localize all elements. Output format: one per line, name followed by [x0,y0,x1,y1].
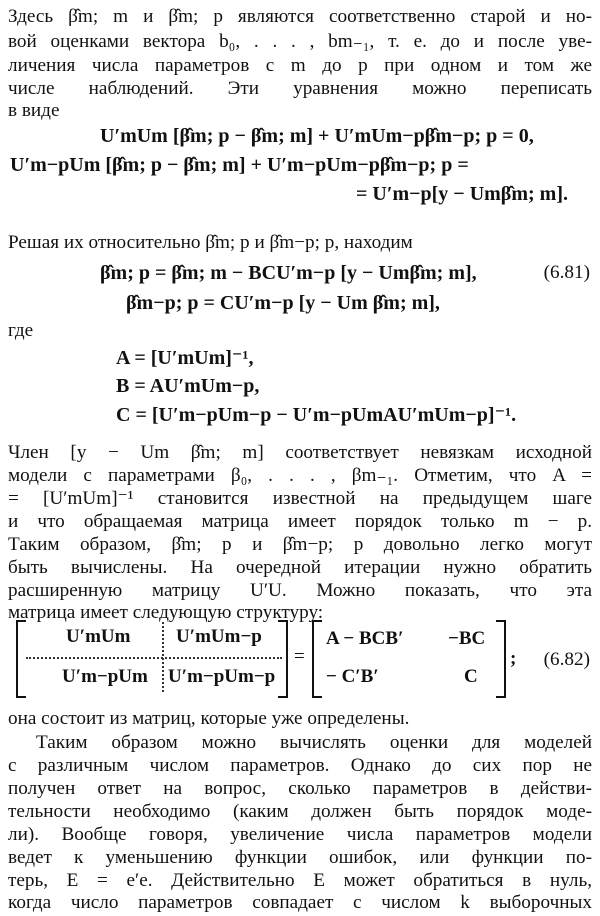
text-line: где [8,320,34,341]
equation-number: (6.82) [543,649,590,670]
text-line: модели с параметрами β₀, . . . , βm₋₁. Отметим, что A = [8,465,592,486]
equals-sign: = [294,646,305,667]
matrix-cell: U′mUm−p [176,626,262,647]
text-line: терь, E = e′e. Действительно E может обратиться в нуль, [8,870,592,891]
matrix-cell: U′mUm [66,626,131,647]
matrix-cell: U′m−pUm [62,666,148,687]
text-line: получен ответ на вопрос, сколько параметров в действи- [8,778,592,799]
definition-line: C = [U′m−pUm−p − U′m−pUmAU′mUm−p]⁻¹. [116,404,517,426]
text-line: матрица имеет следующую структуру: [8,602,324,623]
text-line: личения числа параметров с m до p при одном и том же [8,55,592,76]
text-line: когда число параметров совпадает с числом k выборочных [8,892,592,913]
matrix-cell: A − BCB′ [326,628,404,649]
text-line: Решая их относительно β̂m; p и β̂m−p; p, находим [8,232,413,253]
equation-line: β̂m; p = β̂m; m − BCU′m−p [y − Umβ̂m; m], [100,262,477,284]
block-matrix-equation [16,620,516,698]
matrix-cell: C [464,666,478,687]
text-line: и что обращаемая матрица имеет порядок только m − p. [8,511,592,532]
matrix-divider-vertical [162,622,164,692]
definition-line: A = [U′mUm]⁻¹, [116,347,254,369]
left-bracket [312,620,322,698]
equation-line: = U′m−p[y − Umβ̂m; m]. [356,183,568,205]
text-line: с различным числом параметров. Однако до сих пор не [8,755,592,776]
text-line: вой оценками вектора b₀, . . . , bm₋₁, т. е. до и после уве- [8,31,592,52]
equation-line: U′mUm [β̂m; p − β̂m; m] + U′mUm−pβ̂m−p; p = 0, [100,125,534,147]
text-line: Таким образом можно вычислять оценки для моделей [36,732,592,753]
text-line: = [U′mUm]⁻¹ становится известной на предыдущем шаге [8,488,592,509]
matrix-cell: − C′B′ [326,666,379,687]
text-line: в виде [8,100,60,121]
text-line: числе наблюдений. Эти уравнения можно переписать [8,78,592,99]
matrix-cell: −BC [448,628,486,649]
text-line: быть вычислены. На очередной итерации нужно обратить [8,557,592,578]
left-bracket [16,620,26,698]
semicolon: ; [510,648,517,669]
matrix-divider-horizontal [26,657,282,659]
right-bracket [278,620,288,698]
equation-line: U′m−pUm [β̂m; p − β̂m; m] + U′m−pUm−pβ̂m−p; p = [10,154,469,176]
text-line: ли). Вообще говоря, увеличение числа параметров модели [8,824,592,845]
text-line: тельности необходимо (каким должен быть порядок моде- [8,801,592,822]
text-line: Член [y − Um β̂m; m] соответствует невязкам исходной [8,442,592,463]
definition-line: B = AU′mUm−p, [116,375,260,397]
matrix-cell: U′m−pUm−p [168,666,276,687]
text-line: Таким образом, β̂m; p и β̂m−p; p довольно легко могут [8,534,592,555]
equation-line: β̂m−p; p = CU′m−p [y − Um β̂m; m], [126,292,440,314]
text-line: расширенную матрицу U′U. Можно показать, что эта [8,580,592,601]
text-line: Здесь β̂m; m и β̂m; p являются соответственно старой и но- [8,6,592,27]
equation-number: (6.81) [543,262,590,283]
text-line: она состоит из матриц, которые уже определены. [8,708,410,729]
text-line: ведет к уменьшению функции ошибок, или функции по- [8,847,592,868]
right-bracket [496,620,506,698]
